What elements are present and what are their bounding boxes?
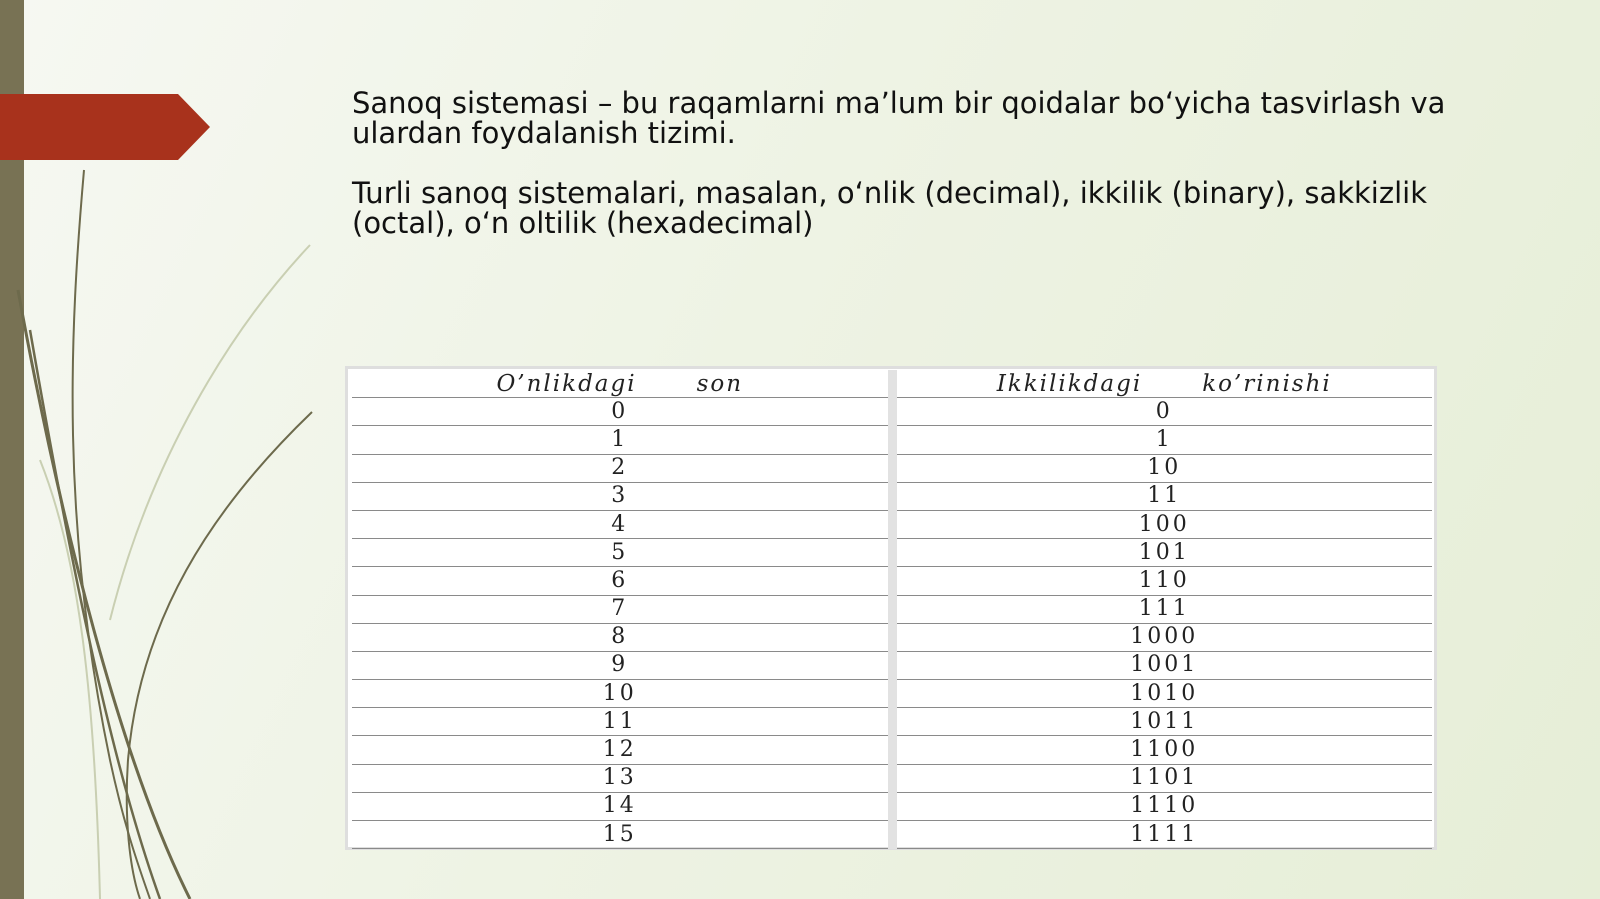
decimal-cell: 13 xyxy=(352,764,892,792)
decimal-cell: 3 xyxy=(352,482,892,510)
definition-paragraph: Sanoq sistemasi – bu raqamlarni ma’lum bir qoidalar bo‘yicha tasvirlash va ulardan foydalanish tizimi. xyxy=(352,86,1446,150)
binary-cell: 1100 xyxy=(892,736,1432,764)
stem-line xyxy=(110,245,310,620)
table-row xyxy=(352,567,1432,595)
header-binary-word2: ko’rinishi xyxy=(1202,370,1332,397)
decimal-cell: 0 xyxy=(352,398,892,426)
decimal-cell: 2 xyxy=(352,454,892,482)
binary-cell: 10 xyxy=(892,454,1432,482)
header-binary xyxy=(892,370,1432,398)
accent-arrow-shape xyxy=(0,94,210,160)
decimal-cell: 7 xyxy=(352,595,892,623)
decimal-cell: 6 xyxy=(352,567,892,595)
decimal-cell: 4 xyxy=(352,510,892,538)
table-row xyxy=(352,651,1432,679)
table-row xyxy=(352,426,1432,454)
header-binary-word1: Ikkilikdagi xyxy=(996,370,1143,397)
decimal-cell: 5 xyxy=(352,539,892,567)
slide-body xyxy=(352,88,1492,268)
table-row xyxy=(352,454,1432,482)
binary-cell: 1010 xyxy=(892,680,1432,708)
binary-cell: 11 xyxy=(892,482,1432,510)
header-decimal-word1: O’nlikdagi xyxy=(496,370,637,397)
stem-line xyxy=(40,460,100,899)
decimal-cell: 11 xyxy=(352,708,892,736)
binary-cell: 1011 xyxy=(892,708,1432,736)
table-row xyxy=(352,792,1432,820)
table-header-row xyxy=(352,370,1432,398)
table-row xyxy=(352,736,1432,764)
binary-cell: 100 xyxy=(892,510,1432,538)
binary-cell: 1101 xyxy=(892,764,1432,792)
decimal-cell: 15 xyxy=(352,821,892,849)
systems-paragraph: Turli sanoq sistemalari, masalan, o‘nlik (decimal), ikkilik (binary), sakkizlik (octal), o‘n oltilik (hexadecimal) xyxy=(352,176,1427,240)
table-row xyxy=(352,539,1432,567)
binary-cell: 110 xyxy=(892,567,1432,595)
table-row xyxy=(352,623,1432,651)
binary-cell: 1 xyxy=(892,426,1432,454)
binary-cell: 0 xyxy=(892,398,1432,426)
decimal-binary-table xyxy=(352,370,1432,849)
decimal-cell: 8 xyxy=(352,623,892,651)
stem-line xyxy=(73,170,150,899)
table-row xyxy=(352,510,1432,538)
binary-cell: 1111 xyxy=(892,821,1432,849)
table-row xyxy=(352,708,1432,736)
binary-cell: 1001 xyxy=(892,651,1432,679)
stem-line xyxy=(30,330,160,899)
decimal-cell: 1 xyxy=(352,426,892,454)
conversion-table-image xyxy=(345,366,1437,850)
header-decimal-word2: son xyxy=(696,370,744,397)
table-row xyxy=(352,595,1432,623)
decimal-cell: 14 xyxy=(352,792,892,820)
table-row xyxy=(352,764,1432,792)
binary-cell: 1110 xyxy=(892,792,1432,820)
header-decimal xyxy=(352,370,892,398)
binary-cell: 111 xyxy=(892,595,1432,623)
decimal-cell: 10 xyxy=(352,680,892,708)
binary-cell: 101 xyxy=(892,539,1432,567)
decimal-cell: 9 xyxy=(352,651,892,679)
stem-line xyxy=(18,290,190,899)
decimal-cell: 12 xyxy=(352,736,892,764)
binary-cell: 1000 xyxy=(892,623,1432,651)
table-row xyxy=(352,680,1432,708)
table-row xyxy=(352,821,1432,849)
table-row xyxy=(352,398,1432,426)
table-row xyxy=(352,482,1432,510)
